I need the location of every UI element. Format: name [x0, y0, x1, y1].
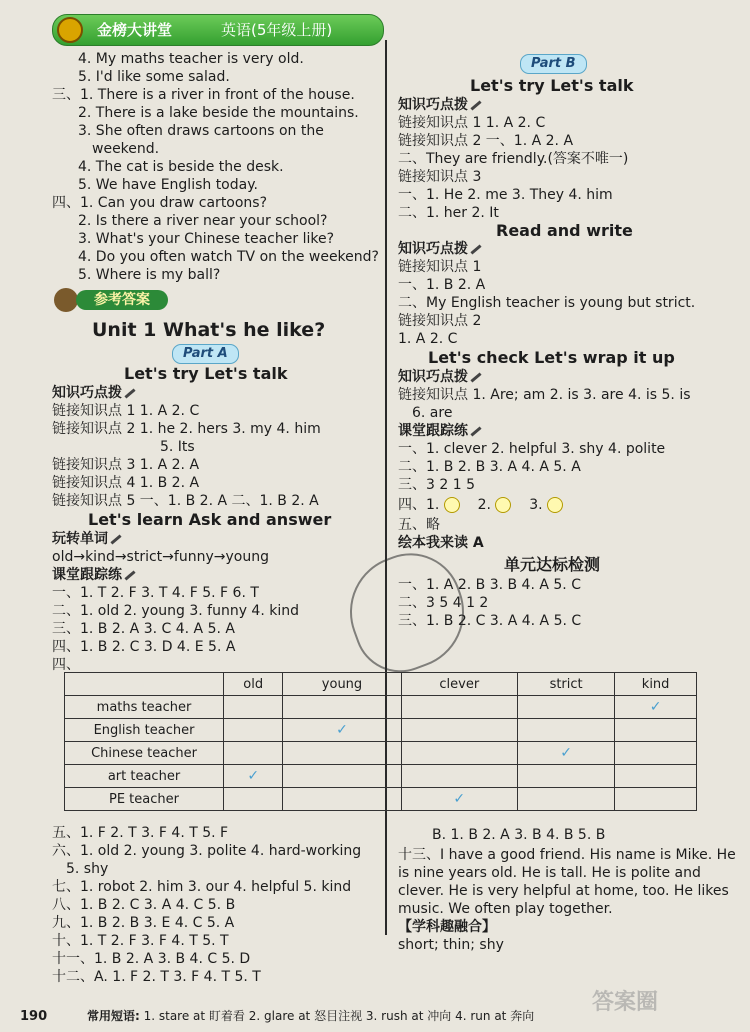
section-heading: Let's check Let's wrap it up [428, 348, 675, 367]
table-header-cell: young [283, 673, 401, 696]
section-label: 课堂跟踪练 [52, 566, 136, 584]
answer-line: 2. There is a lake beside the mountains. [78, 105, 359, 121]
answer-line: 5. Where is my ball? [78, 267, 221, 283]
answer-line: 三、1. B 2. C 3. A 4. A 5. C [398, 613, 582, 629]
table-header-row [65, 673, 697, 696]
answer-line: 二、My English teacher is young but strict. [398, 295, 696, 311]
table-cell [401, 765, 517, 788]
answer-line: 三、3 2 1 5 [398, 477, 475, 493]
book-title: 金榜大讲堂 [97, 21, 173, 39]
reference-answer-label: 参考答案 [76, 290, 168, 310]
answer-line: 链接知识点 3 [398, 169, 482, 185]
handwritten-stamp [334, 539, 480, 685]
section-label: 知识巧点拨 [398, 96, 482, 114]
table-cell [517, 788, 614, 811]
smiley-face-icon [495, 497, 511, 513]
answer-line: 链接知识点 2 一、1. A 2. A [398, 133, 574, 149]
pencil-icon [470, 426, 481, 436]
answer-line: old→kind→strict→funny→young [52, 549, 269, 565]
smiley-face-icon [444, 497, 460, 513]
answer-line: 链接知识点 3 1. A 2. A [52, 457, 200, 473]
answer-line: 一、1. T 2. F 3. T 4. F 5. F 6. T [52, 585, 259, 601]
teacher-trait-table [64, 672, 697, 811]
book-subject: 英语(5年级上册) [221, 21, 333, 39]
table-cell [401, 719, 517, 742]
section-label: 玩转单词 [52, 530, 122, 548]
answer-line: weekend. [92, 141, 160, 157]
section-heading: Let's try Let's talk [124, 364, 288, 383]
table-cell [283, 788, 401, 811]
unit-title: Unit 1 What's he like? [92, 319, 326, 341]
table-cell [517, 765, 614, 788]
table-header-cell: clever [401, 673, 517, 696]
answer-line: 三、1. There is a river in front of the house. [52, 87, 355, 103]
section-heading: Let's learn Ask and answer [88, 510, 332, 529]
table-cell [615, 765, 697, 788]
table-row-label: art teacher [65, 765, 224, 788]
part-b-badge: Part B [520, 54, 587, 74]
brand-logo-icon [57, 17, 83, 43]
part-a-badge: Part A [172, 344, 239, 364]
table-header-cell [65, 673, 224, 696]
answer-line: 十、1. T 2. F 3. F 4. T 5. T [52, 933, 229, 949]
table-cell [517, 719, 614, 742]
section-label: 知识巧点拨 [398, 240, 482, 258]
section-heading: Let's try Let's talk [470, 76, 634, 95]
page-header [52, 14, 384, 46]
answer-line: 4. Do you often watch TV on the weekend? [78, 249, 379, 265]
smiley-face-icon [547, 497, 563, 513]
answer-line: 八、1. B 2. C 3. A 4. C 5. B [52, 897, 236, 913]
table-header-cell: kind [615, 673, 697, 696]
section-heading: 单元达标检测 [504, 555, 601, 574]
answer-line: 5. We have English today. [78, 177, 258, 193]
answer-line: 五、略 [398, 517, 440, 533]
pencil-icon [124, 570, 135, 580]
table-row-label: English teacher [65, 719, 224, 742]
pencil-icon [110, 534, 121, 544]
table-row [65, 696, 697, 719]
answer-line: 二、1. B 2. B 3. A 4. A 5. A [398, 459, 581, 475]
answer-line: 链接知识点 1 1. A 2. C [52, 403, 200, 419]
table-header-cell: old [224, 673, 283, 696]
page-number: 190 [20, 1009, 48, 1024]
table-header-cell: strict [517, 673, 614, 696]
section-label: 知识巧点拨 [398, 368, 482, 386]
answer-line: 二、1. old 2. young 3. funny 4. kind [52, 603, 299, 619]
table-row-label: Chinese teacher [65, 742, 224, 765]
page-footer [20, 1007, 534, 1024]
table-cell [283, 696, 401, 719]
answer-line: 四、1. B 2. C 3. D 4. E 5. A [52, 639, 236, 655]
table-cell [283, 765, 401, 788]
footer-item: 1. stare at 盯着看 [143, 1009, 245, 1023]
table-row-label: PE teacher [65, 788, 224, 811]
table-cell [401, 696, 517, 719]
answer-line: 4. The cat is beside the desk. [78, 159, 284, 175]
answer-line: 二、3 5 4 1 2 [398, 595, 489, 611]
owl-mascot-icon [54, 288, 78, 312]
table-cell [224, 788, 283, 811]
answer-line: 七、1. robot 2. him 3. our 4. helpful 5. kind [52, 879, 352, 895]
answer-line: 链接知识点 4 1. B 2. A [52, 475, 200, 491]
table-row [65, 742, 697, 765]
answer-line: 六、1. old 2. young 3. polite 4. hard-working [52, 843, 362, 859]
answer-line: 五、1. F 2. T 3. F 4. T 5. F [52, 825, 229, 841]
answer-line: 十二、A. 1. F 2. T 3. F 4. T 5. T [52, 969, 261, 985]
answer-line: 3. She often draws cartoons on the [78, 123, 324, 139]
answer-line: 四、 [52, 657, 80, 673]
table-row-label: maths teacher [65, 696, 224, 719]
table-row [65, 788, 697, 811]
table-cell: ✓ [401, 788, 517, 811]
answer-line: 链接知识点 2 [398, 313, 482, 329]
table-cell: ✓ [615, 696, 697, 719]
answer-line: 5. Its [160, 439, 195, 455]
section-label: 绘本我来读 A [398, 535, 484, 551]
pencil-icon [470, 100, 481, 110]
answer-line: 3. What's your Chinese teacher like? [78, 231, 334, 247]
answer-line: B. 1. B 2. A 3. B 4. B 5. B [432, 827, 606, 843]
answer-line: 九、1. B 2. B 3. E 4. C 5. A [52, 915, 235, 931]
table-cell [224, 742, 283, 765]
answer-line: 十三、I have a good friend. His name is Mike. He [398, 847, 736, 863]
table-cell [517, 696, 614, 719]
table-cell [615, 788, 697, 811]
answer-line: 二、They are friendly.(答案不唯一) [398, 151, 629, 167]
answer-line: 四、1. Can you draw cartoons? [52, 195, 268, 211]
answer-line: 链接知识点 1 1. A 2. C [398, 115, 546, 131]
pencil-icon [470, 372, 481, 382]
answer-line: clever. He is very helpful at home, too. He likes [398, 883, 729, 899]
table-cell: ✓ [283, 719, 401, 742]
answer-line: 5. shy [66, 861, 109, 877]
section-label: 知识巧点拨 [52, 384, 136, 402]
footer-item: 3. rush at 冲向 [365, 1009, 452, 1023]
footer-item: 4. run at 奔向 [455, 1009, 535, 1023]
pencil-icon [470, 244, 481, 254]
footer-item: 2. glare at 怒目注视 [248, 1009, 363, 1023]
answer-line: 一、1. B 2. A [398, 277, 486, 293]
answer-line: 6. are [412, 405, 453, 421]
answer-line: 十一、1. B 2. A 3. B 4. C 5. D [52, 951, 251, 967]
section-label: 【学科趣融合】 [398, 919, 496, 935]
table-cell: ✓ [517, 742, 614, 765]
smiley-answer-row: 四、1. 2. 3. [398, 496, 563, 514]
answer-line: is nine years old. He is tall. He is polite and [398, 865, 701, 881]
table-cell [283, 742, 401, 765]
reference-answer-badge [54, 286, 168, 312]
answer-line: 一、1. He 2. me 3. They 4. him [398, 187, 613, 203]
answer-line: 1. A 2. C [398, 331, 458, 347]
answer-line: 2. Is there a river near your school? [78, 213, 328, 229]
answer-line: 二、1. her 2. It [398, 205, 499, 221]
pencil-icon [124, 388, 135, 398]
answer-line: 5. I'd like some salad. [78, 69, 230, 85]
table-cell [224, 719, 283, 742]
table-cell [615, 742, 697, 765]
answer-line: 三、1. B 2. A 3. C 4. A 5. A [52, 621, 235, 637]
answer-line: 链接知识点 1. Are; am 2. is 3. are 4. is 5. is [398, 387, 691, 403]
section-heading: Read and write [496, 221, 633, 240]
footer-label: 常用短语: [86, 1009, 140, 1023]
answer-line: short; thin; shy [398, 937, 504, 953]
section-label: 课堂跟踪练 [398, 422, 482, 440]
answer-line: 链接知识点 2 1. he 2. hers 3. my 4. him [52, 421, 321, 437]
table-row [65, 719, 697, 742]
table-cell [224, 696, 283, 719]
answer-line: 4. My maths teacher is very old. [78, 51, 304, 67]
answer-line: music. We often play together. [398, 901, 613, 917]
answer-line: 链接知识点 1 [398, 259, 482, 275]
watermark: 答案圈 [592, 990, 659, 1015]
answer-line: 一、1. clever 2. helpful 3. shy 4. polite [398, 441, 666, 457]
answer-line: 一、1. A 2. B 3. B 4. A 5. C [398, 577, 581, 593]
table-cell: ✓ [224, 765, 283, 788]
table-cell [401, 742, 517, 765]
table-cell [615, 719, 697, 742]
table-row [65, 765, 697, 788]
answer-line: 链接知识点 5 一、1. B 2. A 二、1. B 2. A [52, 493, 319, 509]
